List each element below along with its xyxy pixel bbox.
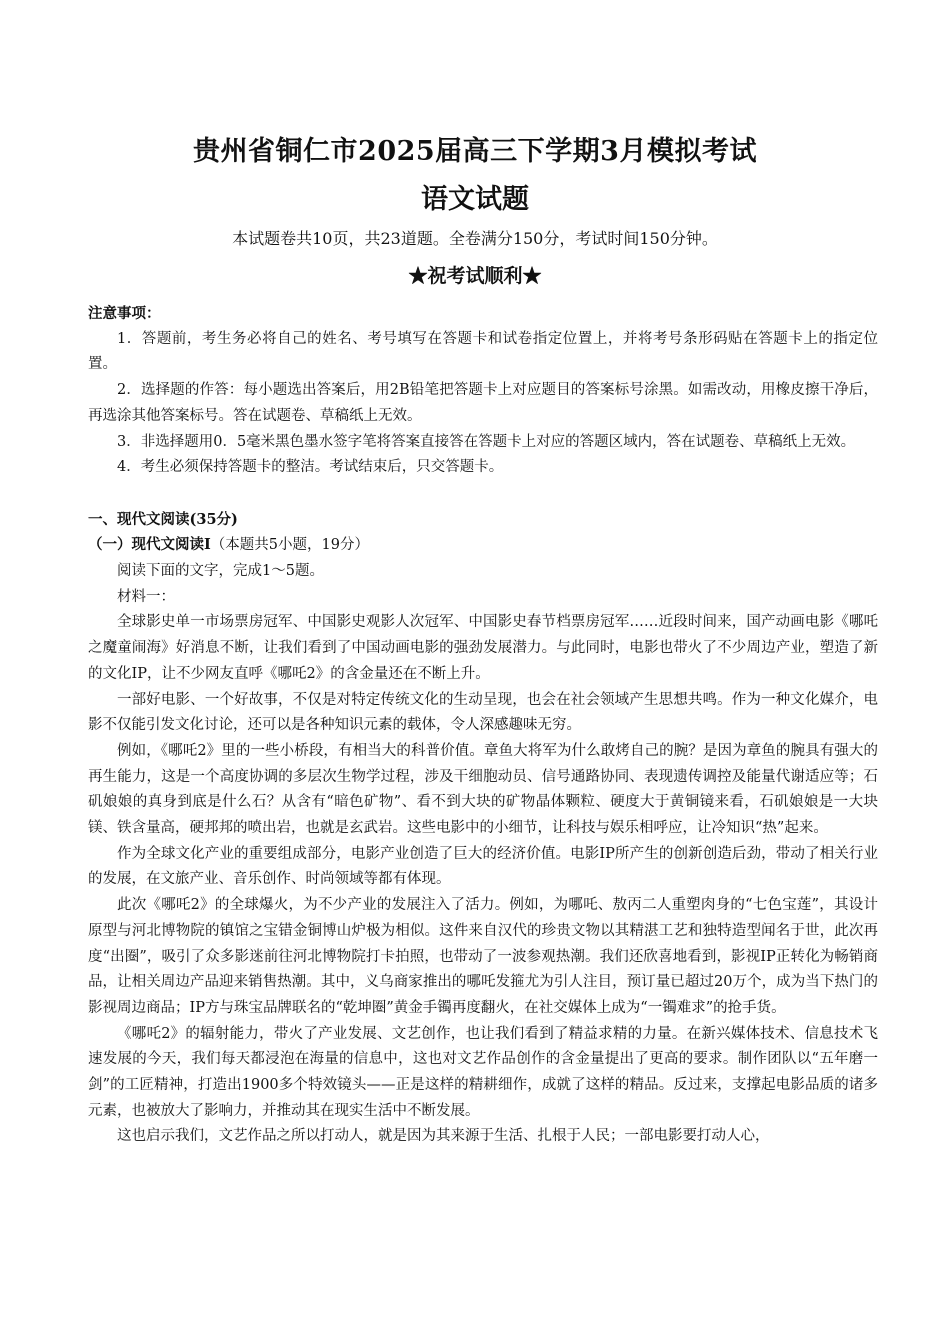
exam-subtitle: 语文试题 <box>421 184 529 215</box>
spacer <box>88 481 878 507</box>
material-label: 材料一： <box>117 588 175 605</box>
notice-title: 注意事项： <box>88 305 161 322</box>
material-paragraph-4: 作为全球文化产业的重要组成部分，电影产业创造了巨大的经济价值。电影IP所产生的创新创造后劲，带动了相关行业的发展，在文旅产业、音乐创作、时尚领域等都有体现。 <box>88 845 878 888</box>
notice-item-3: 3．非选择题用0．5毫米黑色墨水签字笔将答案直接答在答题卡上对应的答题区域内，答在试题卷、草稿纸上无效。 <box>117 433 856 450</box>
notice-item-4: 4．考生必须保持答题卡的整洁。考试结束后，只交答题卡。 <box>117 459 504 476</box>
material-paragraph-7: 这也启示我们，文艺作品之所以打动人，就是因为其来源于生活、扎根于人民；一部电影要打动人心， <box>117 1128 770 1145</box>
section-title: 一、现代文阅读(35分) <box>88 510 238 528</box>
material-paragraph-6: 《哪吒2》的辐射能力，带火了产业发展、文艺创作，也让我们看到了精益求精的力量。在新兴媒体技术、信息技术飞速发展的今天，我们每天都浸泡在海量的信息中，这也对文艺作品创作的含金量提出了更高的要求。制作团队以“五年磨一剑”的工匠精神，打造出1900多个特效镜头——正是这样的精耕细作，成就了这样的精品。反过来，支撑起电影品质的诸多元素，也被放大了影响力，并推动其在现实生活中不断发展。 <box>88 1025 878 1119</box>
material-paragraph-5: 此次《哪吒2》的全球爆火，为不少产业的发展注入了活力。例如，为哪吒、敖丙二人重塑肉身的“七色宝莲”，其设计原型与河北博物院的镇馆之宝错金铜博山炉极为相似。这件来自汉代的珍贵文物以其精湛工艺和独特造型闻名于世，此次再度“出圈”，吸引了众多影迷前往河北博物院打卡拍照，也带动了一波参观热潮。我们还欣喜地看到，影视IP正转化为畅销商品，让相关周边产品迎来销售热潮。其中，义乌商家推出的哪吒发箍尤为引人注目，预订量已超过20万个，成为当下热门的影视周边商品；IP方与珠宝品牌联名的“乾坤圈”黄金手镯再度翻火，在社交媒体上成为“一镯难求”的抢手货。 <box>88 897 878 1016</box>
reading-instruction: 阅读下面的文字，完成1～5题。 <box>117 563 324 580</box>
subsection-title-bold: （一）现代文阅读Ⅰ <box>88 536 211 554</box>
subsection-title <box>88 532 878 559</box>
subsection-title-note: （本题共5小题，19分） <box>210 537 369 554</box>
material-paragraph-1: 全球影史单一市场票房冠军、中国影史观影人次冠军、中国影史春节档票房冠军……近段时间来，国产动画电影《哪吒之魔童闹海》好消息不断，让我们看到了中国动画电影的强劲发展潜力。与此同时，电影也带火了不少周边产业，塑造了新的文化IP，让不少网友直呼《哪吒2》的含金量还在不断上升。 <box>88 614 878 682</box>
exam-title: 贵州省铜仁市2025届高三下学期3月模拟考试 <box>193 136 757 167</box>
notice-item-2: 2．选择题的作答：每小题选出答案后，用2B铅笔把答题卡上对应题目的答案标号涂黑。如需改动，用橡皮擦干净后，再选涂其他答案标号。答在试题卷、草稿纸上无效。 <box>88 382 878 424</box>
material-paragraph-2: 一部好电影、一个好故事，不仅是对特定传统文化的生动呈现，也会在社会领域产生思想共鸣。作为一种文化媒介，电影不仅能引发文化讨论，还可以是各种知识元素的载体，令人深感趣味无穷。 <box>88 691 878 734</box>
notice-item-1: 1．答题前，考生务必将自己的姓名、考号填写在答题卡和试卷指定位置上，并将考号条形码贴在答题卡上的指定位置。 <box>88 330 878 373</box>
exam-body <box>88 301 878 1150</box>
good-luck-banner: ★祝考试顺利★ <box>408 265 542 287</box>
material-paragraph-3: 例如，《哪吒2》里的一些小桥段，有相当大的科普价值。章鱼大将军为什么敢烤自己的腕？是因为章鱼的腕具有强大的再生能力，这是一个高度协调的多层次生物学过程，涉及干细胞动员、信号通路协同、表现遗传调控及能量代谢适应等；石矶娘娘的真身到底是什么石？从含有“暗色矿物”、看不到大块的矿物晶体颗粒、硬度大于黄铜镜来看，石矶娘娘是一大块镁、铁含量高，硬邦邦的喷出岩，也就是玄武岩。这些电影中的小细节，让科技与娱乐相呼应，让冷知识“热”起来。 <box>88 742 878 837</box>
exam-info: 本试题卷共10页，共23道题。全卷满分150分，考试时间150分钟。 <box>232 229 718 248</box>
